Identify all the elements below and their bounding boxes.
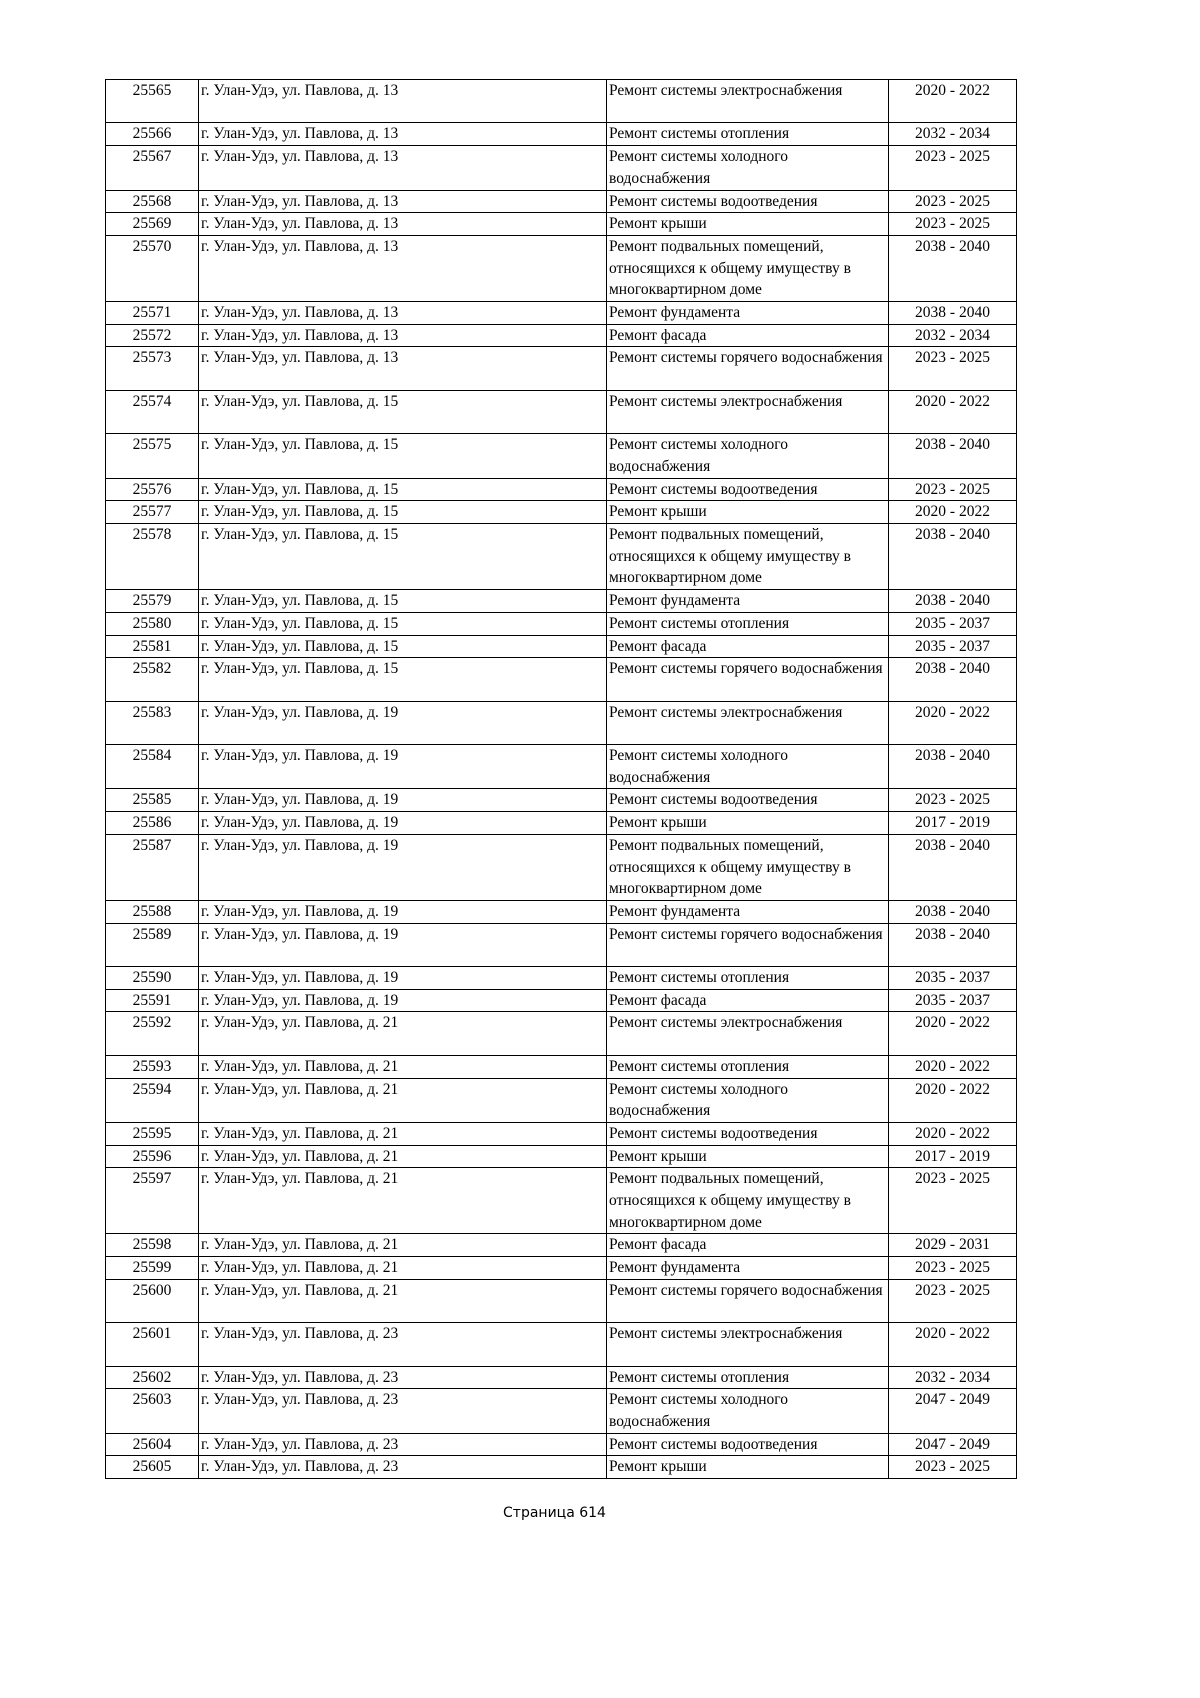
address-cell: г. Улан-Удэ, ул. Павлова, д. 13 bbox=[199, 324, 607, 347]
work-type-cell: Ремонт системы водоотведения bbox=[607, 1433, 889, 1456]
row-number-cell: 25595 bbox=[106, 1122, 199, 1145]
address-cell: г. Улан-Удэ, ул. Павлова, д. 15 bbox=[199, 434, 607, 478]
work-type-cell: Ремонт крыши bbox=[607, 501, 889, 524]
table-row bbox=[106, 1145, 1017, 1168]
address-cell: г. Улан-Удэ, ул. Павлова, д. 13 bbox=[199, 80, 607, 123]
row-number-cell: 25599 bbox=[106, 1257, 199, 1280]
table-row bbox=[106, 612, 1017, 635]
period-cell: 2035 - 2037 bbox=[889, 989, 1017, 1012]
work-type-cell: Ремонт системы отопления bbox=[607, 1055, 889, 1078]
work-type-cell: Ремонт фасада bbox=[607, 1234, 889, 1257]
repair-schedule-table bbox=[105, 79, 1017, 1479]
address-cell: г. Улан-Удэ, ул. Павлова, д. 21 bbox=[199, 1168, 607, 1234]
address-cell: г. Улан-Удэ, ул. Павлова, д. 19 bbox=[199, 701, 607, 744]
address-cell: г. Улан-Удэ, ул. Павлова, д. 23 bbox=[199, 1433, 607, 1456]
address-cell: г. Улан-Удэ, ул. Павлова, д. 15 bbox=[199, 524, 607, 590]
table-row bbox=[106, 900, 1017, 923]
work-type-cell: Ремонт системы горячего водоснабжения bbox=[607, 658, 889, 701]
work-type-cell: Ремонт крыши bbox=[607, 1145, 889, 1168]
table-row bbox=[106, 146, 1017, 190]
table-row bbox=[106, 1366, 1017, 1389]
period-cell: 2023 - 2025 bbox=[889, 1279, 1017, 1322]
row-number-cell: 25565 bbox=[106, 80, 199, 123]
period-cell: 2035 - 2037 bbox=[889, 612, 1017, 635]
table-row bbox=[106, 1234, 1017, 1257]
period-cell: 2023 - 2025 bbox=[889, 1168, 1017, 1234]
work-type-cell: Ремонт фасада bbox=[607, 989, 889, 1012]
row-number-cell: 25582 bbox=[106, 658, 199, 701]
address-cell: г. Улан-Удэ, ул. Павлова, д. 21 bbox=[199, 1012, 607, 1055]
work-type-cell: Ремонт фундамента bbox=[607, 302, 889, 325]
period-cell: 2038 - 2040 bbox=[889, 524, 1017, 590]
period-cell: 2023 - 2025 bbox=[889, 146, 1017, 190]
work-type-cell: Ремонт подвальных помещений, относящихся к общему имуществу в многоквартирном доме bbox=[607, 235, 889, 301]
row-number-cell: 25602 bbox=[106, 1366, 199, 1389]
table-row bbox=[106, 812, 1017, 835]
table-row bbox=[106, 834, 1017, 900]
period-cell: 2038 - 2040 bbox=[889, 923, 1017, 966]
address-cell: г. Улан-Удэ, ул. Павлова, д. 23 bbox=[199, 1366, 607, 1389]
address-cell: г. Улан-Удэ, ул. Павлова, д. 15 bbox=[199, 501, 607, 524]
address-cell: г. Улан-Удэ, ул. Павлова, д. 13 bbox=[199, 347, 607, 390]
period-cell: 2020 - 2022 bbox=[889, 1122, 1017, 1145]
row-number-cell: 25593 bbox=[106, 1055, 199, 1078]
table-row bbox=[106, 590, 1017, 613]
row-number-cell: 25592 bbox=[106, 1012, 199, 1055]
address-cell: г. Улан-Удэ, ул. Павлова, д. 23 bbox=[199, 1456, 607, 1479]
table-row bbox=[106, 1168, 1017, 1234]
row-number-cell: 25594 bbox=[106, 1078, 199, 1122]
period-cell: 2038 - 2040 bbox=[889, 900, 1017, 923]
address-cell: г. Улан-Удэ, ул. Павлова, д. 15 bbox=[199, 590, 607, 613]
work-type-cell: Ремонт системы отопления bbox=[607, 1366, 889, 1389]
period-cell: 2020 - 2022 bbox=[889, 1078, 1017, 1122]
address-cell: г. Улан-Удэ, ул. Павлова, д. 19 bbox=[199, 789, 607, 812]
period-cell: 2020 - 2022 bbox=[889, 80, 1017, 123]
work-type-cell: Ремонт системы водоотведения bbox=[607, 1122, 889, 1145]
period-cell: 2035 - 2037 bbox=[889, 635, 1017, 658]
address-cell: г. Улан-Удэ, ул. Павлова, д. 21 bbox=[199, 1055, 607, 1078]
work-type-cell: Ремонт системы холодного водоснабжения bbox=[607, 146, 889, 190]
table-row bbox=[106, 989, 1017, 1012]
period-cell: 2020 - 2022 bbox=[889, 701, 1017, 744]
work-type-cell: Ремонт системы горячего водоснабжения bbox=[607, 923, 889, 966]
row-number-cell: 25587 bbox=[106, 834, 199, 900]
work-type-cell: Ремонт системы отопления bbox=[607, 612, 889, 635]
work-type-cell: Ремонт крыши bbox=[607, 812, 889, 835]
work-type-cell: Ремонт системы отопления bbox=[607, 967, 889, 990]
period-cell: 2023 - 2025 bbox=[889, 213, 1017, 236]
row-number-cell: 25585 bbox=[106, 789, 199, 812]
table-row bbox=[106, 635, 1017, 658]
row-number-cell: 25580 bbox=[106, 612, 199, 635]
row-number-cell: 25584 bbox=[106, 745, 199, 789]
table-row bbox=[106, 501, 1017, 524]
work-type-cell: Ремонт крыши bbox=[607, 1456, 889, 1479]
row-number-cell: 25586 bbox=[106, 812, 199, 835]
period-cell: 2023 - 2025 bbox=[889, 789, 1017, 812]
work-type-cell: Ремонт системы электроснабжения bbox=[607, 701, 889, 744]
period-cell: 2020 - 2022 bbox=[889, 1055, 1017, 1078]
address-cell: г. Улан-Удэ, ул. Павлова, д. 21 bbox=[199, 1122, 607, 1145]
period-cell: 2017 - 2019 bbox=[889, 1145, 1017, 1168]
row-number-cell: 25591 bbox=[106, 989, 199, 1012]
table-row bbox=[106, 123, 1017, 146]
period-cell: 2017 - 2019 bbox=[889, 812, 1017, 835]
work-type-cell: Ремонт системы водоотведения bbox=[607, 190, 889, 213]
row-number-cell: 25578 bbox=[106, 524, 199, 590]
table-row bbox=[106, 1279, 1017, 1322]
row-number-cell: 25601 bbox=[106, 1323, 199, 1366]
table-row bbox=[106, 1456, 1017, 1479]
address-cell: г. Улан-Удэ, ул. Павлова, д. 21 bbox=[199, 1279, 607, 1322]
address-cell: г. Улан-Удэ, ул. Павлова, д. 15 bbox=[199, 390, 607, 433]
table-row bbox=[106, 1078, 1017, 1122]
table-row bbox=[106, 524, 1017, 590]
row-number-cell: 25569 bbox=[106, 213, 199, 236]
page-number: Страница 614 bbox=[503, 1505, 606, 1521]
table-row bbox=[106, 478, 1017, 501]
work-type-cell: Ремонт подвальных помещений, относящихся к общему имуществу в многоквартирном доме bbox=[607, 524, 889, 590]
work-type-cell: Ремонт фундамента bbox=[607, 900, 889, 923]
row-number-cell: 25603 bbox=[106, 1389, 199, 1433]
period-cell: 2047 - 2049 bbox=[889, 1389, 1017, 1433]
row-number-cell: 25583 bbox=[106, 701, 199, 744]
period-cell: 2023 - 2025 bbox=[889, 1456, 1017, 1479]
period-cell: 2032 - 2034 bbox=[889, 1366, 1017, 1389]
row-number-cell: 25566 bbox=[106, 123, 199, 146]
row-number-cell: 25596 bbox=[106, 1145, 199, 1168]
work-type-cell: Ремонт системы холодного водоснабжения bbox=[607, 434, 889, 478]
address-cell: г. Улан-Удэ, ул. Павлова, д. 13 bbox=[199, 302, 607, 325]
row-number-cell: 25577 bbox=[106, 501, 199, 524]
period-cell: 2038 - 2040 bbox=[889, 658, 1017, 701]
address-cell: г. Улан-Удэ, ул. Павлова, д. 13 bbox=[199, 123, 607, 146]
row-number-cell: 25590 bbox=[106, 967, 199, 990]
work-type-cell: Ремонт системы холодного водоснабжения bbox=[607, 745, 889, 789]
address-cell: г. Улан-Удэ, ул. Павлова, д. 23 bbox=[199, 1323, 607, 1366]
address-cell: г. Улан-Удэ, ул. Павлова, д. 13 bbox=[199, 146, 607, 190]
period-cell: 2023 - 2025 bbox=[889, 1257, 1017, 1280]
address-cell: г. Улан-Удэ, ул. Павлова, д. 19 bbox=[199, 834, 607, 900]
table-row bbox=[106, 967, 1017, 990]
table-row bbox=[106, 324, 1017, 347]
table-row bbox=[106, 347, 1017, 390]
period-cell: 2032 - 2034 bbox=[889, 324, 1017, 347]
row-number-cell: 25576 bbox=[106, 478, 199, 501]
address-cell: г. Улан-Удэ, ул. Павлова, д. 13 bbox=[199, 190, 607, 213]
address-cell: г. Улан-Удэ, ул. Павлова, д. 21 bbox=[199, 1145, 607, 1168]
work-type-cell: Ремонт системы электроснабжения bbox=[607, 1012, 889, 1055]
period-cell: 2023 - 2025 bbox=[889, 478, 1017, 501]
address-cell: г. Улан-Удэ, ул. Павлова, д. 19 bbox=[199, 900, 607, 923]
table-row bbox=[106, 235, 1017, 301]
table-row bbox=[106, 1055, 1017, 1078]
work-type-cell: Ремонт фасада bbox=[607, 324, 889, 347]
table-row bbox=[106, 80, 1017, 123]
address-cell: г. Улан-Удэ, ул. Павлова, д. 19 bbox=[199, 745, 607, 789]
row-number-cell: 25574 bbox=[106, 390, 199, 433]
period-cell: 2020 - 2022 bbox=[889, 501, 1017, 524]
table-row bbox=[106, 1122, 1017, 1145]
address-cell: г. Улан-Удэ, ул. Павлова, д. 19 bbox=[199, 989, 607, 1012]
row-number-cell: 25567 bbox=[106, 146, 199, 190]
row-number-cell: 25575 bbox=[106, 434, 199, 478]
period-cell: 2038 - 2040 bbox=[889, 745, 1017, 789]
table-row bbox=[106, 434, 1017, 478]
period-cell: 2020 - 2022 bbox=[889, 1323, 1017, 1366]
row-number-cell: 25579 bbox=[106, 590, 199, 613]
period-cell: 2023 - 2025 bbox=[889, 347, 1017, 390]
period-cell: 2035 - 2037 bbox=[889, 967, 1017, 990]
period-cell: 2029 - 2031 bbox=[889, 1234, 1017, 1257]
work-type-cell: Ремонт крыши bbox=[607, 213, 889, 236]
row-number-cell: 25570 bbox=[106, 235, 199, 301]
address-cell: г. Улан-Удэ, ул. Павлова, д. 15 bbox=[199, 658, 607, 701]
address-cell: г. Улан-Удэ, ул. Павлова, д. 21 bbox=[199, 1234, 607, 1257]
period-cell: 2047 - 2049 bbox=[889, 1433, 1017, 1456]
table-row bbox=[106, 789, 1017, 812]
work-type-cell: Ремонт фундамента bbox=[607, 590, 889, 613]
address-cell: г. Улан-Удэ, ул. Павлова, д. 19 bbox=[199, 812, 607, 835]
address-cell: г. Улан-Удэ, ул. Павлова, д. 13 bbox=[199, 213, 607, 236]
work-type-cell: Ремонт системы холодного водоснабжения bbox=[607, 1078, 889, 1122]
period-cell: 2038 - 2040 bbox=[889, 434, 1017, 478]
work-type-cell: Ремонт подвальных помещений, относящихся к общему имуществу в многоквартирном доме bbox=[607, 1168, 889, 1234]
table-row bbox=[106, 1389, 1017, 1433]
work-type-cell: Ремонт подвальных помещений, относящихся к общему имуществу в многоквартирном доме bbox=[607, 834, 889, 900]
address-cell: г. Улан-Удэ, ул. Павлова, д. 15 bbox=[199, 635, 607, 658]
work-type-cell: Ремонт системы отопления bbox=[607, 123, 889, 146]
row-number-cell: 25572 bbox=[106, 324, 199, 347]
work-type-cell: Ремонт системы горячего водоснабжения bbox=[607, 347, 889, 390]
period-cell: 2032 - 2034 bbox=[889, 123, 1017, 146]
address-cell: г. Улан-Удэ, ул. Павлова, д. 21 bbox=[199, 1257, 607, 1280]
table-row bbox=[106, 1012, 1017, 1055]
address-cell: г. Улан-Удэ, ул. Павлова, д. 15 bbox=[199, 612, 607, 635]
row-number-cell: 25600 bbox=[106, 1279, 199, 1322]
period-cell: 2020 - 2022 bbox=[889, 390, 1017, 433]
row-number-cell: 25589 bbox=[106, 923, 199, 966]
work-type-cell: Ремонт системы холодного водоснабжения bbox=[607, 1389, 889, 1433]
period-cell: 2038 - 2040 bbox=[889, 834, 1017, 900]
work-type-cell: Ремонт системы электроснабжения bbox=[607, 80, 889, 123]
row-number-cell: 25571 bbox=[106, 302, 199, 325]
period-cell: 2038 - 2040 bbox=[889, 235, 1017, 301]
table-row bbox=[106, 701, 1017, 744]
period-cell: 2023 - 2025 bbox=[889, 190, 1017, 213]
work-type-cell: Ремонт системы горячего водоснабжения bbox=[607, 1279, 889, 1322]
address-cell: г. Улан-Удэ, ул. Павлова, д. 23 bbox=[199, 1389, 607, 1433]
row-number-cell: 25588 bbox=[106, 900, 199, 923]
work-type-cell: Ремонт системы электроснабжения bbox=[607, 1323, 889, 1366]
period-cell: 2038 - 2040 bbox=[889, 590, 1017, 613]
table-row bbox=[106, 658, 1017, 701]
repair-schedule-body bbox=[106, 80, 1017, 1479]
row-number-cell: 25604 bbox=[106, 1433, 199, 1456]
work-type-cell: Ремонт системы электроснабжения bbox=[607, 390, 889, 433]
table-row bbox=[106, 1323, 1017, 1366]
table-row bbox=[106, 190, 1017, 213]
row-number-cell: 25605 bbox=[106, 1456, 199, 1479]
work-type-cell: Ремонт системы водоотведения bbox=[607, 478, 889, 501]
row-number-cell: 25573 bbox=[106, 347, 199, 390]
row-number-cell: 25598 bbox=[106, 1234, 199, 1257]
address-cell: г. Улан-Удэ, ул. Павлова, д. 21 bbox=[199, 1078, 607, 1122]
address-cell: г. Улан-Удэ, ул. Павлова, д. 19 bbox=[199, 923, 607, 966]
period-cell: 2020 - 2022 bbox=[889, 1012, 1017, 1055]
address-cell: г. Улан-Удэ, ул. Павлова, д. 19 bbox=[199, 967, 607, 990]
row-number-cell: 25568 bbox=[106, 190, 199, 213]
row-number-cell: 25597 bbox=[106, 1168, 199, 1234]
table-row bbox=[106, 745, 1017, 789]
table-row bbox=[106, 1257, 1017, 1280]
table-row bbox=[106, 390, 1017, 433]
address-cell: г. Улан-Удэ, ул. Павлова, д. 15 bbox=[199, 478, 607, 501]
work-type-cell: Ремонт фасада bbox=[607, 635, 889, 658]
table-row bbox=[106, 1433, 1017, 1456]
table-row bbox=[106, 213, 1017, 236]
work-type-cell: Ремонт системы водоотведения bbox=[607, 789, 889, 812]
address-cell: г. Улан-Удэ, ул. Павлова, д. 13 bbox=[199, 235, 607, 301]
table-row bbox=[106, 302, 1017, 325]
table-row bbox=[106, 923, 1017, 966]
row-number-cell: 25581 bbox=[106, 635, 199, 658]
period-cell: 2038 - 2040 bbox=[889, 302, 1017, 325]
work-type-cell: Ремонт фундамента bbox=[607, 1257, 889, 1280]
